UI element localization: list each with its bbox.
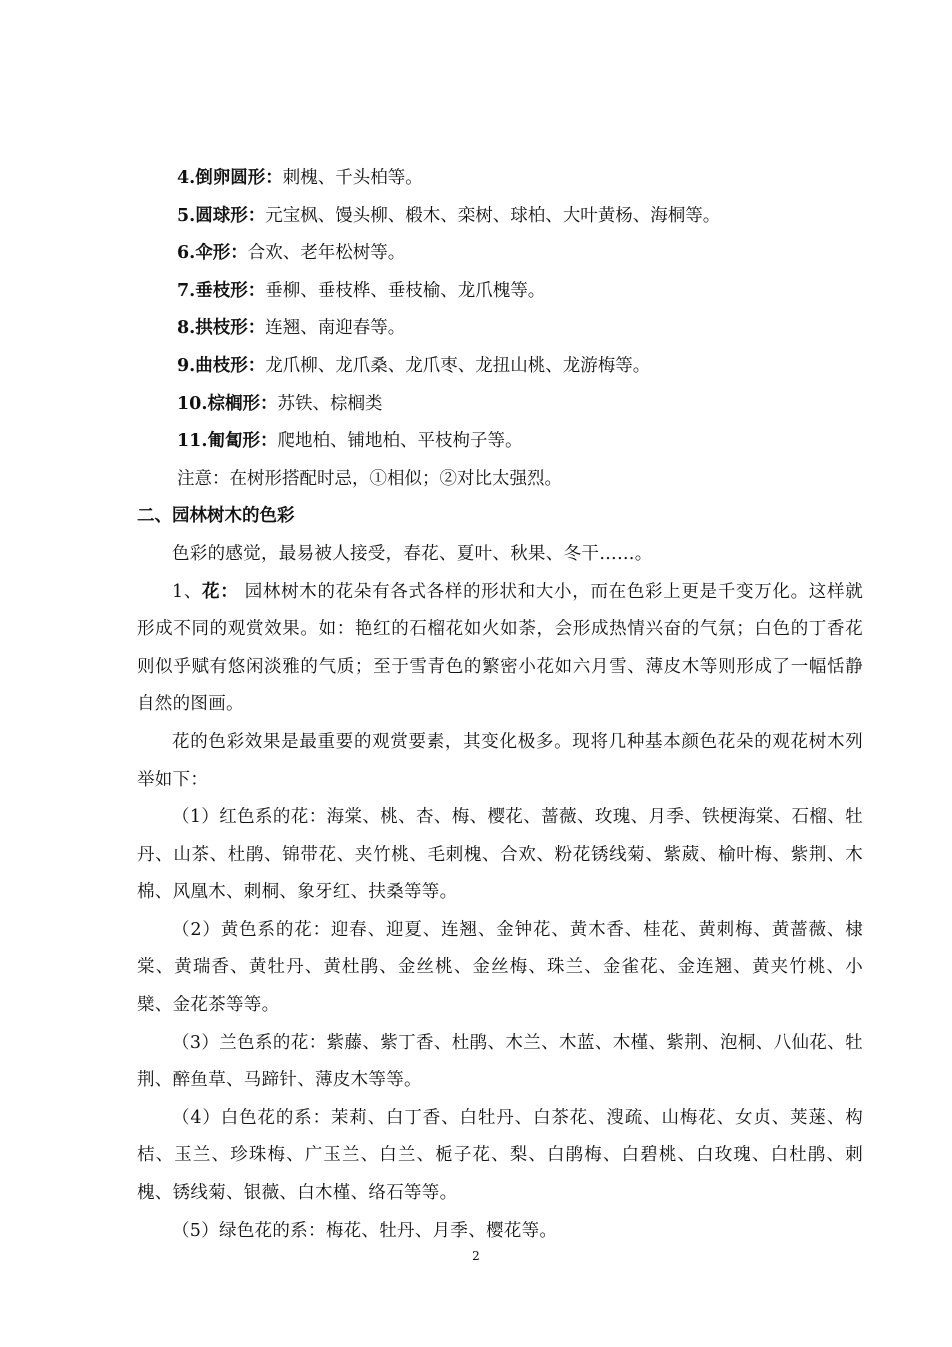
flower-paragraph (137, 574, 863, 724)
flower-label: 花： (202, 581, 239, 602)
shape-examples: 垂柳、垂枝桦、垂枝榆、龙爪槐等。 (265, 280, 546, 301)
shape-number: 8. (177, 318, 196, 339)
shape-colon: ： (247, 280, 266, 301)
shape-item (137, 423, 863, 461)
shape-number: 9. (177, 355, 196, 376)
shape-item (137, 198, 863, 236)
shape-colon: ： (230, 243, 248, 264)
shape-name: 圆球形 (195, 205, 248, 226)
page-content (137, 160, 863, 1250)
red-flowers-paragraph: （1）红色系的花：海棠、桃、杏、梅、樱花、蔷薇、玫瑰、月季、铁梗海棠、石榴、牡丹、山茶、杜鹃、锦带花、夹竹桃、毛刺槐、合欢、粉花锈线菊、紫葳、榆叶梅、紫荆、木棉、风凰木、刺桐、象牙红、扶桑等等。 (137, 807, 863, 903)
blue-flowers-paragraph: （3）兰色系的花：紫藤、紫丁香、杜鹃、木兰、木蓝、木槿、紫荆、泡桐、八仙花、牡荆、醉鱼草、马蹄针、薄皮木等等。 (137, 1032, 863, 1091)
shape-examples: 连翘、南迎春等。 (265, 318, 406, 339)
shape-item (137, 273, 863, 311)
color-intro-paragraph: 花的色彩效果是最重要的观赏要素，其变化极多。现将几种基本颜色花朵的观花树木列举如下： (137, 731, 863, 790)
shape-name: 垂枝形 (195, 280, 248, 301)
intro-paragraph: 色彩的感觉，最易被人接受，春花、夏叶、秋果、冬干……。 (172, 543, 653, 564)
page-number: 2 (472, 1249, 480, 1263)
shape-colon: ： (265, 168, 283, 188)
shape-number: 5. (177, 205, 196, 226)
shape-name: 倒卵圆形 (195, 168, 266, 188)
shape-colon: ： (247, 355, 266, 376)
shape-item (137, 348, 863, 386)
shape-number: 4. (177, 168, 196, 188)
shape-number: 6. (177, 243, 196, 264)
shape-number: 10. (177, 393, 208, 414)
yellow-flowers-paragraph: （2）黄色系的花：迎春、迎夏、连翘、金钟花、黄木香、桂花、黄刺梅、黄蔷薇、棣棠、黄瑞香、黄牡丹、黄杜鹃、金丝桃、金丝梅、珠兰、金雀花、金连翘、黄夹竹桃、小檗、金花茶等等。 (137, 919, 863, 1016)
section-heading: 二、园林树木的色彩 (137, 506, 295, 527)
shape-examples: 爬地柏、铺地柏、平枝枸子等。 (277, 431, 523, 452)
shape-name: 拱枝形 (195, 318, 248, 339)
shape-name: 曲枝形 (195, 355, 248, 376)
white-flowers-paragraph: （4）白色花的系：茉莉、白丁香、白牡丹、白茶花、溲疏、山梅花、女贞、荚蒾、构桔、玉兰、珍珠梅、广玉兰、白兰、栀子花、梨、白鹃梅、白碧桃、白玫瑰、白杜鹃、刺槐、锈线菊、银薇、白木槿、络石等等。 (137, 1107, 863, 1204)
shape-number: 11. (177, 431, 208, 452)
flower-text: 园林树木的花朵有各式各样的形状和大小，而在色彩上更是千变万化。这样就形成不同的观赏效果。如：艳红的石榴花如火如荼，会形成热情兴奋的气氛；白色的丁香花则似乎赋有悠闲淡雅的气质；至于雪青色的繁密小花如六月雪、薄皮木等则形成了一幅恬静自然的图画。 (137, 581, 864, 715)
shape-name: 匍匐形 (207, 431, 260, 452)
shape-colon: ： (259, 431, 278, 452)
shape-colon: ： (247, 318, 266, 339)
shape-item (137, 310, 863, 348)
shape-name: 棕榈形 (207, 393, 260, 414)
shape-number: 7. (177, 280, 196, 301)
shape-colon: ： (247, 205, 266, 226)
shape-item (137, 386, 863, 424)
shape-examples: 元宝枫、馒头柳、椴木、栾树、球柏、大叶黄杨、海桐等。 (265, 205, 721, 226)
shape-item (137, 160, 863, 198)
note-line: 注意：在树形搭配时忌，①相似；②对比太强烈。 (177, 468, 562, 489)
green-flowers-paragraph: （5）绿色花的系：梅花、牡丹、月季、樱花等。 (172, 1220, 558, 1241)
shape-item (137, 235, 863, 273)
shape-name: 伞形 (195, 243, 231, 264)
shape-examples: 刺槐、千头柏等。 (282, 168, 423, 188)
flower-prefix: 1、 (172, 581, 203, 602)
shape-examples: 苏铁、棕榈类 (277, 393, 383, 414)
shape-examples: 合欢、老年松树等。 (247, 243, 406, 264)
shape-colon: ： (259, 393, 278, 414)
shape-examples: 龙爪柳、龙爪桑、龙爪枣、龙扭山桃、龙游梅等。 (265, 355, 651, 376)
